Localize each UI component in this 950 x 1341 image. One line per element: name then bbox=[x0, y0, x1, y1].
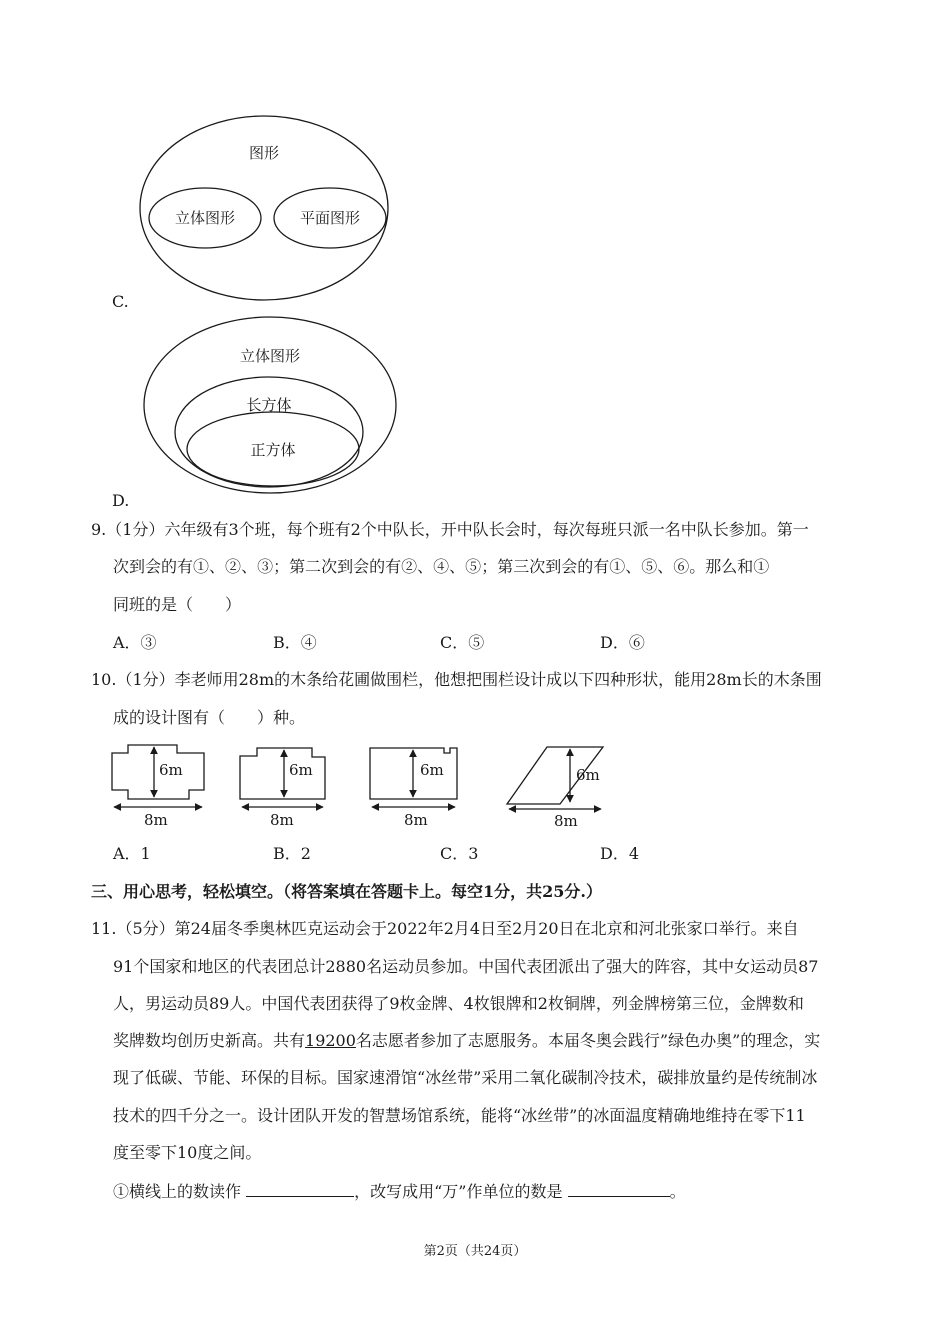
shape-a-height: 6m bbox=[159, 761, 183, 779]
shape-b-height: 6m bbox=[289, 761, 313, 779]
q11-line4: 奖牌数均创历史新高。共有19200名志愿者参加了志愿服务。本届冬奥会践行”绿色办奥”的理念，实 bbox=[113, 1031, 821, 1050]
q9-option-a: A．③ bbox=[113, 633, 157, 652]
fence-shapes-figure bbox=[100, 735, 620, 835]
q9-option-d: D．⑥ bbox=[600, 633, 645, 652]
label-shapes: 图形 bbox=[248, 144, 280, 162]
q11-line6: 技术的四千分之一。设计团队开发的智慧场馆系统，能将“冰丝带”的冰面温度精确地维持在零下11 bbox=[113, 1106, 806, 1125]
page-footer: 第2页（共24页） bbox=[423, 1244, 527, 1259]
q11-line1: 11.（5分）第24届冬季奥林匹克运动会于2022年2月4日至2月20日在北京和河北张家口举行。来自 bbox=[91, 919, 799, 938]
q11-line5: 现了低碳、节能、环保的目标。国家速滑馆“冰丝带”采用二氧化碳制冷技术，碳排放量约是传统制冰 bbox=[113, 1068, 818, 1087]
underlined-number: 19200 bbox=[305, 1031, 356, 1050]
q11-sub1: ①横线上的数读作 ，改写成用“万”作单位的数是 。 bbox=[113, 1182, 686, 1201]
q9-option-b: B．④ bbox=[273, 633, 317, 652]
option-c-label: C. bbox=[112, 292, 129, 311]
q9-line2: 次到会的有①、②、③；第二次到会的有②、④、⑤；第三次到会的有①、⑤、⑥。那么和① bbox=[113, 557, 770, 576]
q10-line1: 10.（1分）李老师用28m的木条给花圃做围栏，他想把围栏设计成以下四种形状，能用28m长的木条围 bbox=[91, 670, 822, 689]
shape-b-width: 8m bbox=[270, 811, 294, 829]
q9-option-c: C．⑤ bbox=[440, 633, 485, 652]
q11-line2: 91个国家和地区的代表团总计2880名运动员参加。中国代表团派出了强大的阵容，其中女运动员87 bbox=[113, 957, 819, 976]
shape-c-rect bbox=[370, 748, 457, 807]
shape-c-width: 8m bbox=[404, 811, 428, 829]
venn-diagram-c bbox=[130, 110, 430, 310]
label-solid-shapes-d: 立体图形 bbox=[239, 347, 301, 365]
shape-a-cross bbox=[112, 745, 204, 807]
q9-line3: 同班的是（ ） bbox=[113, 595, 242, 614]
shape-d-height: 6m bbox=[576, 766, 600, 784]
shape-a-width: 8m bbox=[144, 811, 168, 829]
q10-option-b: B．2 bbox=[273, 844, 311, 863]
option-d-label: D. bbox=[112, 491, 130, 510]
q10-option-d: D．4 bbox=[600, 844, 640, 863]
venn-diagram-d bbox=[130, 312, 430, 502]
label-cube: 正方体 bbox=[250, 441, 296, 459]
section-heading: 三、用心思考，轻松填空。（将答案填在答题卡上。每空1分，共25分.） bbox=[91, 882, 602, 901]
label-plane-shapes: 平面图形 bbox=[299, 209, 361, 227]
q10-option-a: A．1 bbox=[113, 844, 151, 863]
label-cuboid: 长方体 bbox=[246, 396, 292, 414]
q11-line3: 人，男运动员89人。中国代表团获得了9枚金牌、4枚银牌和2枚铜牌，列金牌榜第三位，金牌数和 bbox=[113, 994, 804, 1013]
q10-option-c: C．3 bbox=[440, 844, 479, 863]
answer-blank-1[interactable] bbox=[246, 1180, 354, 1197]
shape-c-height: 6m bbox=[420, 761, 444, 779]
q10-line2: 成的设计图有（ ）种。 bbox=[113, 708, 306, 727]
label-solid-shapes: 立体图形 bbox=[174, 209, 236, 227]
q9-line1: 9.（1分）六年级有3个班，每个班有2个中队长，开中队长会时，每次每班只派一名中队长参加。第一 bbox=[91, 520, 809, 539]
shape-d-width: 8m bbox=[554, 812, 578, 830]
answer-blank-2[interactable] bbox=[568, 1180, 670, 1197]
q11-line7: 度至零下10度之间。 bbox=[113, 1143, 262, 1162]
